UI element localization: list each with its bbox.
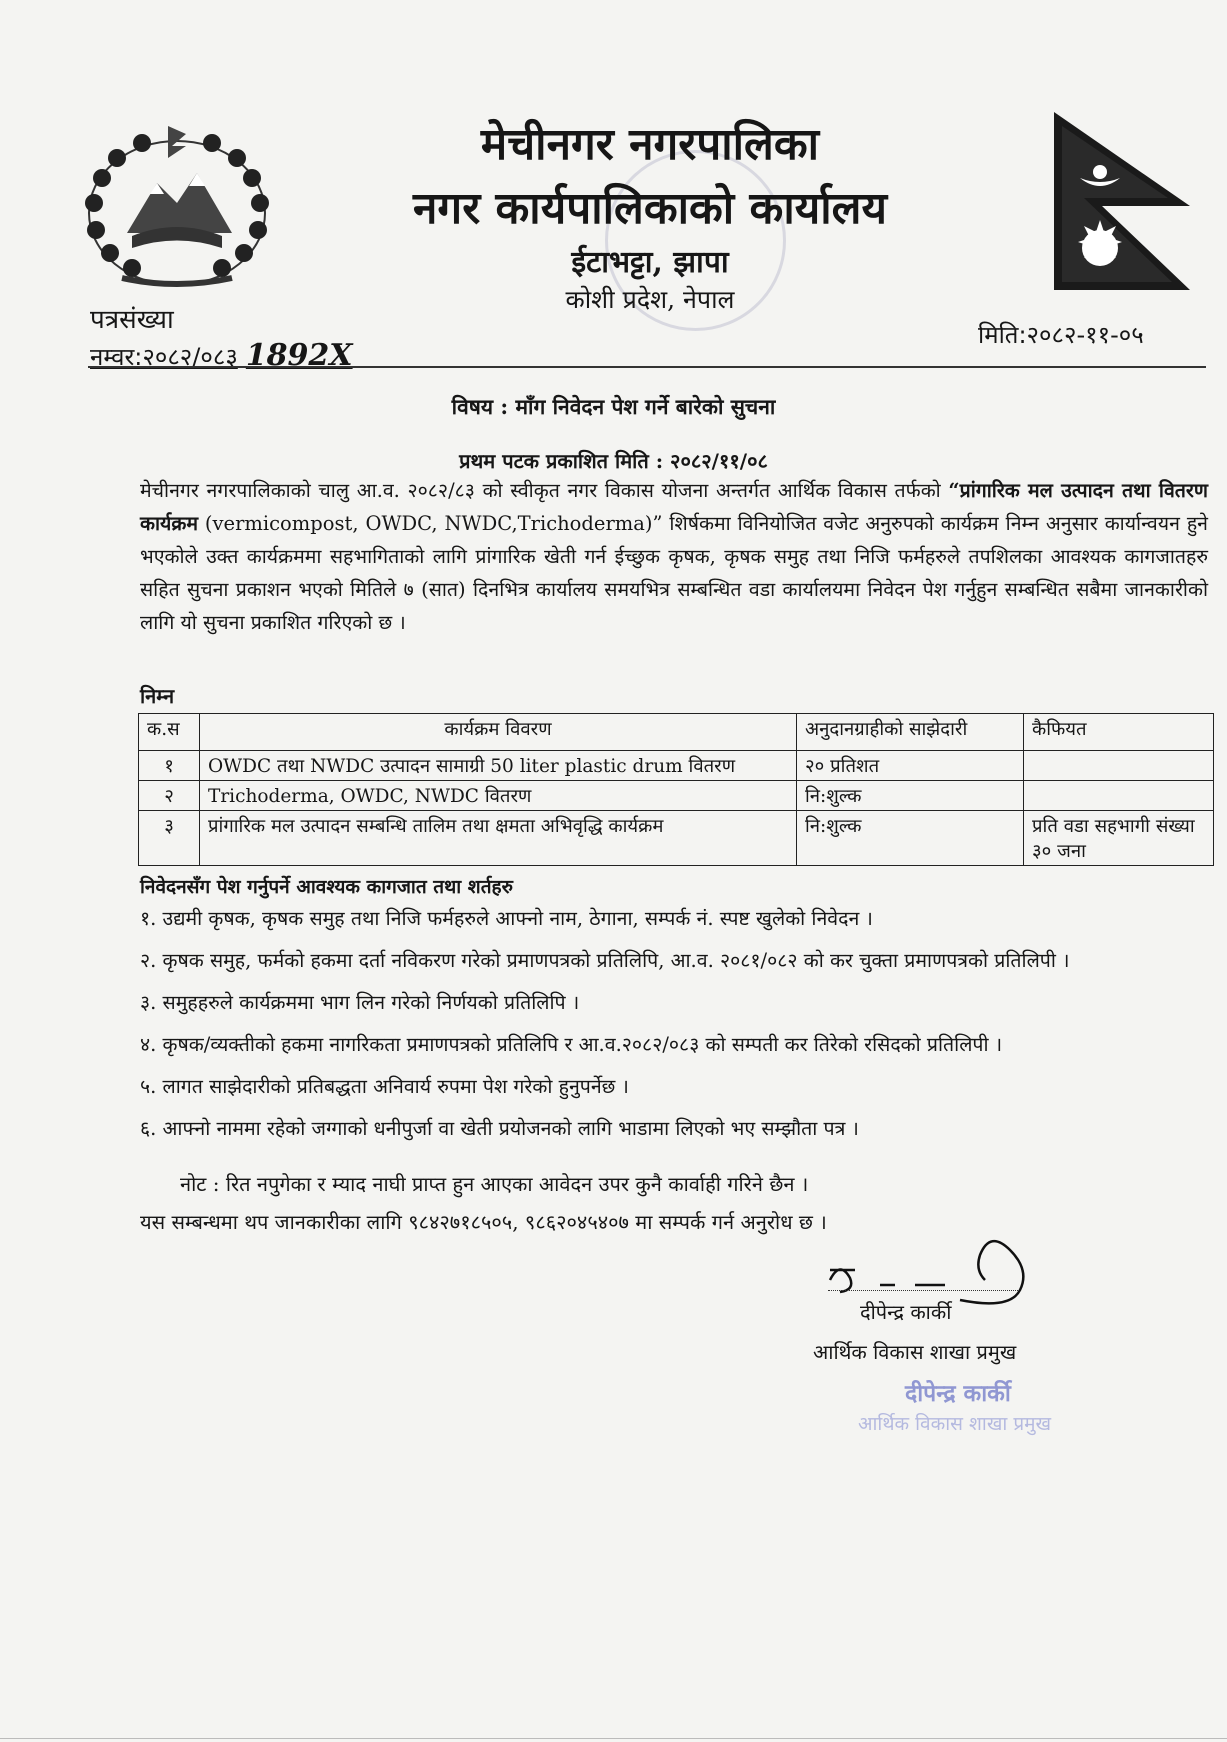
- published-date: प्रथम पटक प्रकाशित मिति : २०८२/११/०८: [459, 449, 768, 473]
- header-description: कार्यक्रम विवरण: [200, 714, 797, 751]
- row-description: प्रांगारिक मल उत्पादन सम्बन्धि तालिम तथा क्षमता अभिवृद्धि कार्यक्रम: [200, 811, 797, 866]
- table-header-row: [139, 714, 1214, 751]
- row-share: नि:शुल्क: [797, 811, 1024, 866]
- program-name: “प्रांगारिक मल उत्पादन तथा वितरण कार्यक्रम: [140, 479, 1208, 535]
- nepal-emblem-icon: [72, 118, 282, 298]
- list-item: १. उद्यमी कृषक, कृषक समुह तथा निजि फर्महरुले आफ्नो नाम, ठेगाना, सम्पर्क नं. स्पष्ट खुलेको निवेदन ।: [140, 907, 873, 930]
- office-name: नगर कार्यपालिकाको कार्यालय: [413, 183, 887, 234]
- signature-line: [828, 1290, 1018, 1291]
- row-remark: [1024, 781, 1214, 811]
- program-table: [138, 713, 1214, 866]
- list-item: ६. आफ्नो नाममा रहेको जग्गाको धनीपुर्जा वा खेती प्रयोजनको लागि भाडामा लिएको भए सम्झौता पत्र ।: [140, 1117, 859, 1140]
- list-item: ४. कृषक/व्यक्तीको हकमा नागरिकता प्रमाणपत्रको प्रतिलिपि र आ.व.२०८२/०८३ को सम्पती कर तिरेको रसिदको प्रतिलिपी ।: [140, 1033, 1003, 1056]
- row-description: OWDC तथा NWDC उत्पादन सामाग्री 50 liter plastic drum वितरण: [200, 751, 797, 781]
- header-remarks: कैफियत: [1024, 714, 1214, 751]
- body-text-2: (vermicompost, OWDC, NWDC,Trichoderma)” शिर्षकमा विनियोजित वजेट अनुरुपको कार्यक्रम निम्न अनुसार कार्यान्वयन हुने भएकोले उक्त कार्यक्रममा सहभागिताको लागि प्रांगारिक खेती गर्न ईच्छुक कृषक, कृषक समुह तथा निजि फर्महरुले तपशिलका आवश्यक कागजातहरु सहित सुचना प्रकाशन भएको मितिले ७ (सात) दिनभित्र कार्यालय समयभित्र सम्बन्धित वडा कार्यालयमा निवेदन पेश गर्नुहुन सम्बन्धित सबैमा जानकारीको लागि यो सुचना प्रकाशित गरिएको छ ।: [140, 512, 1208, 634]
- documents-title: निवेदनसँग पेश गर्नुपर्ने आवश्यक कागजात तथा शर्तहरु: [140, 876, 514, 898]
- municipality-name: मेचीनगर नगरपालिका: [480, 119, 820, 170]
- office-province: कोशी प्रदेश, नेपाल: [565, 285, 735, 314]
- signatory-name: दीपेन्द्र कार्की: [860, 1300, 952, 1324]
- reference-number-handwritten: 1892X: [245, 338, 353, 373]
- list-item: ३. समुहहरुले कार्यक्रममा भाग लिन गरेको निर्णयको प्रतिलिपि ।: [140, 991, 580, 1014]
- page-bottom-edge: [0, 1738, 1227, 1739]
- row-description: Trichoderma, OWDC, NWDC वितरण: [200, 781, 797, 811]
- row-sn: १: [139, 751, 200, 781]
- header-divider: [88, 366, 1206, 368]
- reference-label: पत्रसंख्या: [90, 305, 174, 335]
- signature-icon: [810, 1230, 1110, 1310]
- reference-number-label: नम्वर:२०८२/०८३: [90, 343, 238, 371]
- header-share: अनुदानग्राहीको साझेदारी: [797, 714, 1024, 751]
- signatory-title: आर्थिक विकास शाखा प्रमुख: [813, 1340, 1017, 1364]
- documents-list: [140, 902, 1210, 1154]
- row-share: नि:शुल्क: [797, 781, 1024, 811]
- header-sn: क.स: [139, 714, 200, 751]
- row-sn: ३: [139, 811, 200, 866]
- subject-line: विषय : माँग निवेदन पेश गर्ने बारेको सुचना: [451, 394, 776, 419]
- nepal-flag-icon: [1050, 108, 1198, 294]
- body-text-1: मेचीनगर नगरपालिकाको चालु आ.व. २०८२/८३ को स्वीकृत नगर विकास योजना अन्तर्गत आर्थिक विकास तर्फको: [140, 479, 949, 502]
- list-item: २. कृषक समुह, फर्मको हकमा दर्ता नविकरण गरेको प्रमाणपत्रको प्रतिलिपि, आ.व. २०८१/०८२ को कर चुक्ता प्रमाणपत्रको प्रतिलिपी ।: [140, 949, 1070, 972]
- notice-body: [140, 474, 1208, 639]
- note-text: नोट : रित नपुगेका र म्याद नाघी प्राप्त हुन आएका आवेदन उपर कुनै कार्वाही गरिने छैन ।: [180, 1172, 809, 1196]
- table-row: [139, 781, 1214, 811]
- row-share: २० प्रतिशत: [797, 751, 1024, 781]
- letter-date: मिति:२०८२-११-०५: [978, 321, 1144, 349]
- row-remark: प्रति वडा सहभागी संख्या ३० जना: [1024, 811, 1214, 866]
- stamp-name: दीपेन्द्र कार्की: [905, 1380, 1011, 1407]
- row-remark: [1024, 751, 1214, 781]
- table-row: [139, 751, 1214, 781]
- contact-text: यस सम्बन्धमा थप जानकारीका लागि ९८४२७१८५०५, ९८६२०४५४०७ मा सम्पर्क गर्न अनुरोध छ ।: [140, 1210, 827, 1234]
- stamp-title: आर्थिक विकास शाखा प्रमुख: [858, 1413, 1052, 1435]
- table-label: निम्न: [140, 684, 175, 708]
- list-item: ५. लागत साझेदारीको प्रतिबद्धता अनिवार्य रुपमा पेश गरेको हुनुपर्नेछ ।: [140, 1075, 629, 1098]
- office-location: ईटाभट्टा, झापा: [571, 245, 729, 280]
- table-row: [139, 811, 1214, 866]
- row-sn: २: [139, 781, 200, 811]
